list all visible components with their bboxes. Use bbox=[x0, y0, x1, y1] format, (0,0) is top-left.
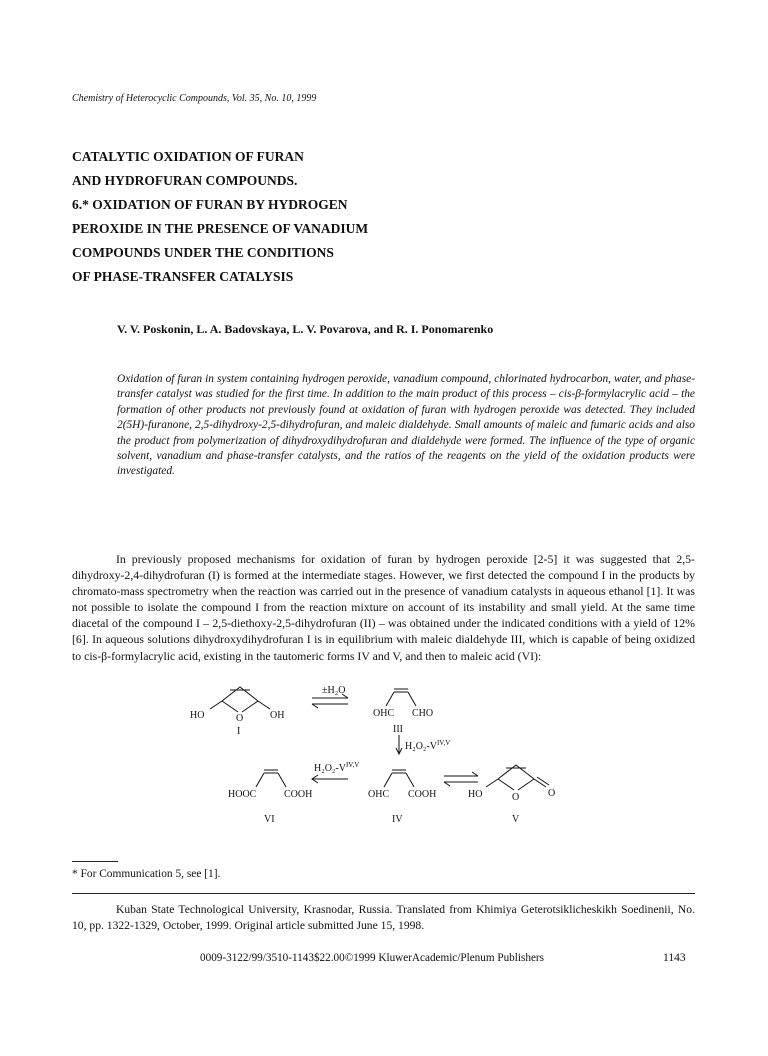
down-arrow-III-IV bbox=[396, 735, 402, 754]
equilibrium-arrow-I-III bbox=[312, 694, 348, 708]
cpd-I-ring-o: O bbox=[236, 713, 244, 724]
cpd-IV-right: COOH bbox=[408, 789, 437, 800]
body-paragraph: In previously proposed mechanisms for oxidation of furan by hydrogen peroxide [2-5] it was suggested that 2,5-dihydroxy-2,4-dihydrofuran (I) is formed at the intermediate stages. However, we first detected the compound I in the products by chromato-mass spectrometry when the reaction was carried out in the presence of vanadium catalysts in aqueous ethanol [1]. It was not possible to isolate the compound I from the reaction mixture on account of its instability and small yield. At the same time diacetal of the compound I – 2,5-diethoxy-2,5-dihydrofuran (II) – was obtained under the indicated conditions with a yield of 12% [6]. In aqueous solutions dihydroxydihydrofuran I is in equilibrium with maleic dialdehyde III, which is capable of being oxidized to cis-β-formylacrylic acid, existing in the tautomeric forms IV and V, and then to maleic acid (VI): bbox=[72, 552, 695, 663]
cpd-VI-left: HOOC bbox=[228, 789, 257, 800]
authors: V. V. Poskonin, L. A. Badovskaya, L. V. Povarova, and R. I. Ponomarenko bbox=[117, 322, 494, 336]
reagent-oxidant-left: H₂O₂-$V^{IV,V}$ bbox=[314, 761, 360, 774]
title-line: COMPOUNDS UNDER THE CONDITIONS bbox=[72, 245, 334, 260]
reaction-scheme-svg bbox=[190, 676, 590, 846]
cpd-IV-label: IV bbox=[392, 814, 403, 825]
maleic-acid-VI bbox=[256, 770, 286, 787]
page-number: 1143 bbox=[663, 952, 686, 964]
title-line: OF PHASE-TRANSFER CATALYSIS bbox=[72, 269, 294, 284]
affiliation: Kuban State Technological University, Krasnodar, Russia. Translated from Khimiya Geterotsiklicheskikh Soedinenii, No. 10, pp. 1322-1329, October, 1999. Original article submitted June 15, 1998. bbox=[72, 903, 695, 932]
furanone-ring-V bbox=[486, 765, 549, 790]
separator-rule bbox=[72, 893, 695, 894]
title-line: 6.* OXIDATION OF FURAN BY HYDROGEN bbox=[72, 197, 348, 212]
cpd-V-label: V bbox=[512, 814, 520, 825]
cpd-V-left: HO bbox=[468, 789, 483, 800]
furan-ring-I bbox=[210, 687, 270, 712]
title-line: CATALYTIC OXIDATION OF FURAN bbox=[72, 149, 304, 164]
cpd-I-left: HO bbox=[190, 710, 205, 721]
footnote-rule bbox=[72, 861, 118, 862]
reaction-scheme bbox=[190, 676, 590, 846]
journal-header: Chemistry of Heterocyclic Compounds, Vol. 35, No. 10, 1999 bbox=[72, 93, 317, 104]
cpd-VI-right: COOH bbox=[284, 789, 313, 800]
cpd-III-right: CHO bbox=[412, 708, 434, 719]
reagent-water: ±H₂O bbox=[322, 685, 346, 696]
cpd-I-label: I bbox=[237, 726, 241, 737]
abstract: Oxidation of furan in system containing hydrogen peroxide, vanadium compound, chlorinated hydrocarbon, water, and phase-transfer catalyst was studied for the first time. In addition to the main product of this process – cis-β-formylacrylic acid – the formation of other products not previously found at oxidation of furan with hydrogen peroxide was detected. They included 2(5H)-furanone, 2,5-dihydroxy-2,5-dihydrofuran, and maleic dialdehyde. Small amounts of maleic and fumaric acids and also the product from polymerization of dihydroxydihydrofuran and dialdehyde were formed. The influence of the type of organic solvent, vanadium and phase-transfer catalysts, and the ratios of the reagents on the yield of the oxidation products were investigated. bbox=[117, 373, 695, 478]
title-line: PEROXIDE IN THE PRESENCE OF VANADIUM bbox=[72, 221, 369, 236]
cpd-III-label: III bbox=[393, 724, 403, 735]
equilibrium-arrow-IV-V bbox=[444, 772, 478, 786]
cpd-IV-left: OHC bbox=[368, 789, 390, 800]
cpd-I-right: OH bbox=[270, 710, 285, 721]
cpd-VI-label: VI bbox=[264, 814, 275, 825]
cpd-III-left: OHC bbox=[373, 708, 395, 719]
title-line: AND HYDROFURAN COMPOUNDS. bbox=[72, 173, 298, 188]
arrow-IV-VI bbox=[312, 775, 348, 783]
dialdehyde-III bbox=[386, 689, 416, 706]
copyright-line: 0009-3122/99/3510-1143$22.00©1999 KluwerAcademic/Plenum Publishers bbox=[200, 952, 544, 964]
article-title bbox=[72, 145, 368, 289]
formylacrylic-acid-IV bbox=[384, 770, 414, 787]
cpd-V-right: O bbox=[548, 788, 556, 799]
cpd-V-ring-o: O bbox=[512, 792, 520, 803]
footnote: * For Communication 5, see [1]. bbox=[72, 868, 221, 880]
reagent-oxidant-down: H₂O₂-$V^{IV,V}$ bbox=[405, 739, 451, 752]
